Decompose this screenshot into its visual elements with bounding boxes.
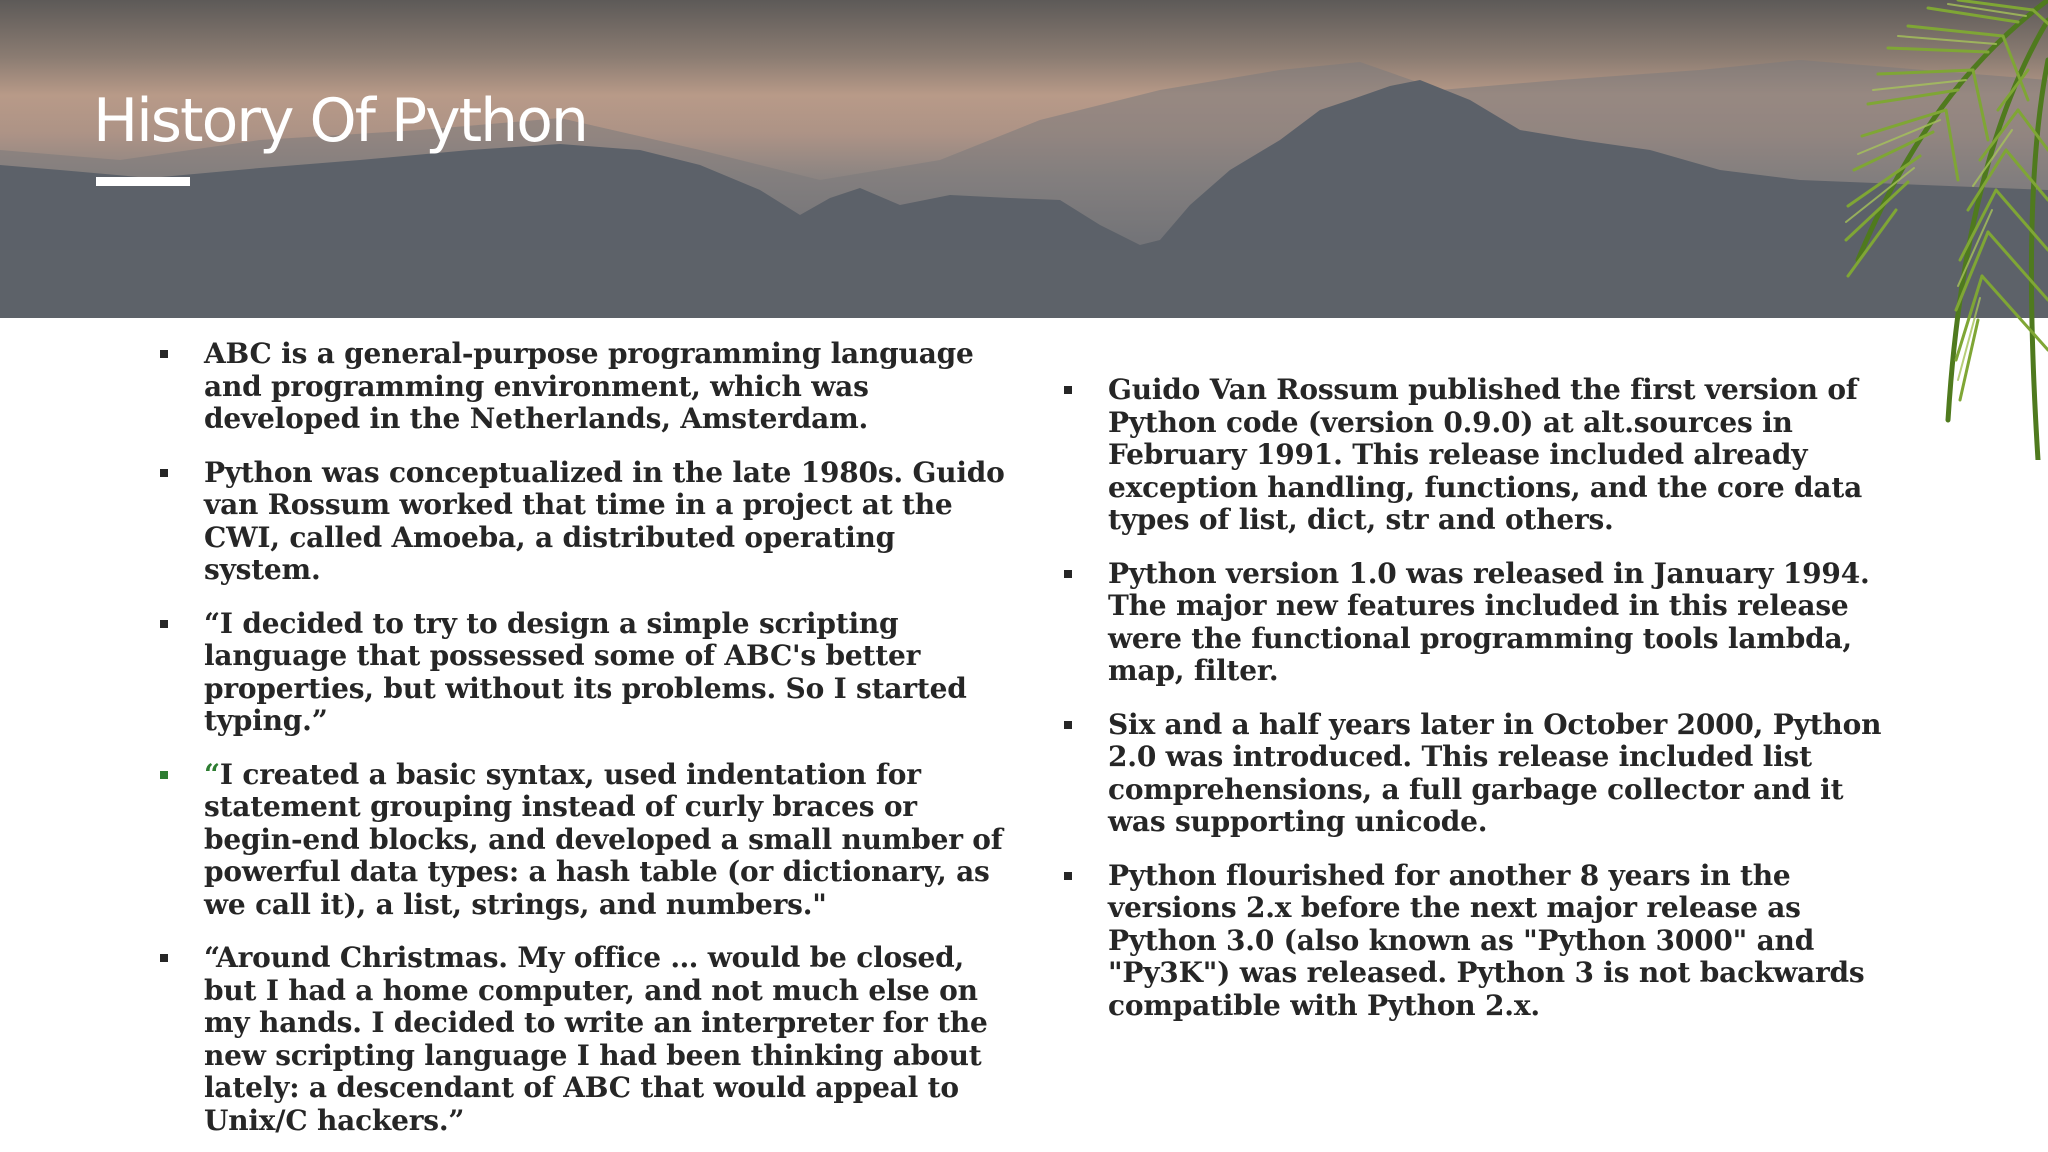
bullet-item — [160, 338, 1010, 436]
bullet-text: Guido Van Rossum published the first version of Python code (version 0.9.0) at alt.sources in February 1991. This release included already exception handling, functions, and the core data types of list, dict, str and others. — [1108, 373, 1863, 536]
bullet-item — [160, 942, 1010, 1137]
square-bullet-icon — [1064, 872, 1072, 880]
palm-frond-image — [1528, 0, 2048, 460]
square-bullet-icon — [160, 350, 168, 358]
bullet-item — [160, 457, 1010, 587]
square-bullet-icon — [160, 469, 168, 477]
bullet-text: ABC is a general-purpose programming language and programming environment, which was developed in the Netherlands, Amsterdam. — [204, 337, 974, 435]
bullet-text: I created a basic syntax, used indentation for statement grouping instead of curly braces or begin-end blocks, and developed a small number of powerful data types: a hash table (or dictionary, as we call it), a list, strings, and numbers." — [204, 757, 1003, 921]
square-bullet-icon — [1064, 721, 1072, 729]
title-underline — [96, 177, 190, 186]
square-bullet-icon — [160, 620, 168, 628]
accent-quote-mark: “ — [204, 757, 220, 791]
square-bullet-icon — [160, 771, 168, 779]
bullet-item — [1064, 558, 1904, 688]
bullet-item — [160, 608, 1010, 738]
slide-title: History Of Python — [93, 86, 587, 156]
bullet-item — [1064, 860, 1904, 1023]
square-bullet-icon — [1064, 570, 1072, 578]
bullet-text: “I decided to try to design a simple scripting language that possessed some of ABC's better properties, but without its problems. So I started typing.” — [204, 606, 967, 737]
bullet-text: Python flourished for another 8 years in the versions 2.x before the next major release as Python 3.0 (also known as "Python 3000" and "Py3K") was released. Python 3 is not backwards compatible with Python 2.x. — [1108, 858, 1865, 1022]
bullet-item — [160, 759, 1010, 922]
bullet-text: Python version 1.0 was released in January 1994. The major new features included in this release were the functional programming tools lambda, map, filter. — [1108, 556, 1870, 687]
square-bullet-icon — [160, 954, 168, 962]
bullet-item — [1064, 709, 1904, 839]
bullet-text: “Around Christmas. My office … would be closed, but I had a home computer, and not much else on my hands. I decided to write an interpreter for the new scripting language I had been thinking about lately: a descendant of ABC that would appeal to Unix/C hackers.” — [204, 941, 988, 1137]
bullet-text: Six and a half years later in October 2000, Python 2.0 was introduced. This release included list comprehensions, a full garbage collector and it was supporting unicode. — [1108, 707, 1882, 838]
square-bullet-icon — [1064, 386, 1072, 394]
right-bullet-list — [1064, 374, 1904, 1043]
left-bullet-list — [160, 338, 1010, 1152]
bullet-text: Python was conceptualized in the late 1980s. Guido van Rossum worked that time in a project at the CWI, called Amoeba, a distributed operating system. — [204, 455, 1005, 586]
